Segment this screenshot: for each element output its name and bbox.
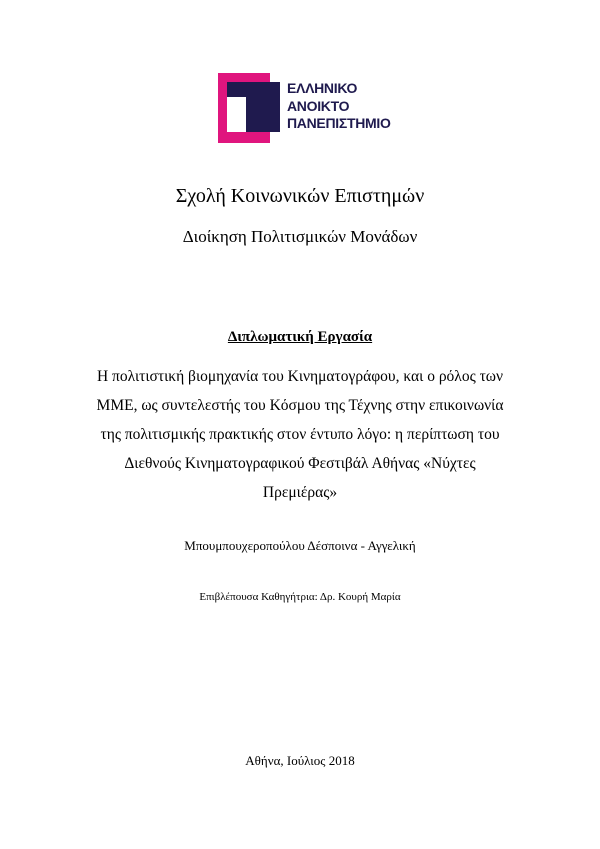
- thesis-label: Διπλωματική Εργασία: [227, 329, 373, 345]
- logo-line-2: ΑΝΟΙΚΤΟ: [287, 97, 350, 114]
- thesis-title-line: της πολιτισμικής πρακτικής στον έντυπο λόγο: η περίπτωση του: [100, 426, 500, 443]
- place-date: Αθήνα, Ιούλιος 2018: [245, 753, 355, 768]
- thesis-title-line: Πρεμιέρας»: [262, 484, 338, 501]
- logo-line-1: ΕΛΛΗΝΙΚΟ: [287, 80, 358, 96]
- thesis-title-line: Διεθνούς Κινηματογραφικού Φεστιβάλ Αθήνας «Νύχτες: [124, 455, 476, 472]
- logo-wordmark: [287, 80, 422, 133]
- author-name: Μπουμπουχεροπούλου Δέσποινα - Αγγελική: [184, 538, 416, 553]
- thesis-title-line: ΜΜΕ, ως συντελεστής του Κόσμου της Τέχνης στην επικοινωνία: [96, 397, 504, 414]
- thesis-title-line: Η πολιτιστική βιομηχανία του Κινηματογράφου, και ο ρόλος των: [96, 368, 504, 385]
- supervisor: Επιβλέπουσα Καθηγήτρια: Δρ. Κουρή Μαρία: [199, 591, 401, 603]
- university-logo: [218, 73, 418, 143]
- thesis-title: [65, 362, 535, 507]
- logo-line-3: ΠΑΝΕΠΙΣΤΗΜΙΟ: [287, 115, 391, 131]
- school-name: Σχολή Κοινωνικών Επιστημών: [175, 185, 425, 207]
- program-name: Διοίκηση Πολιτισμικών Μονάδων: [182, 227, 418, 246]
- university-logo-icon: [218, 73, 280, 143]
